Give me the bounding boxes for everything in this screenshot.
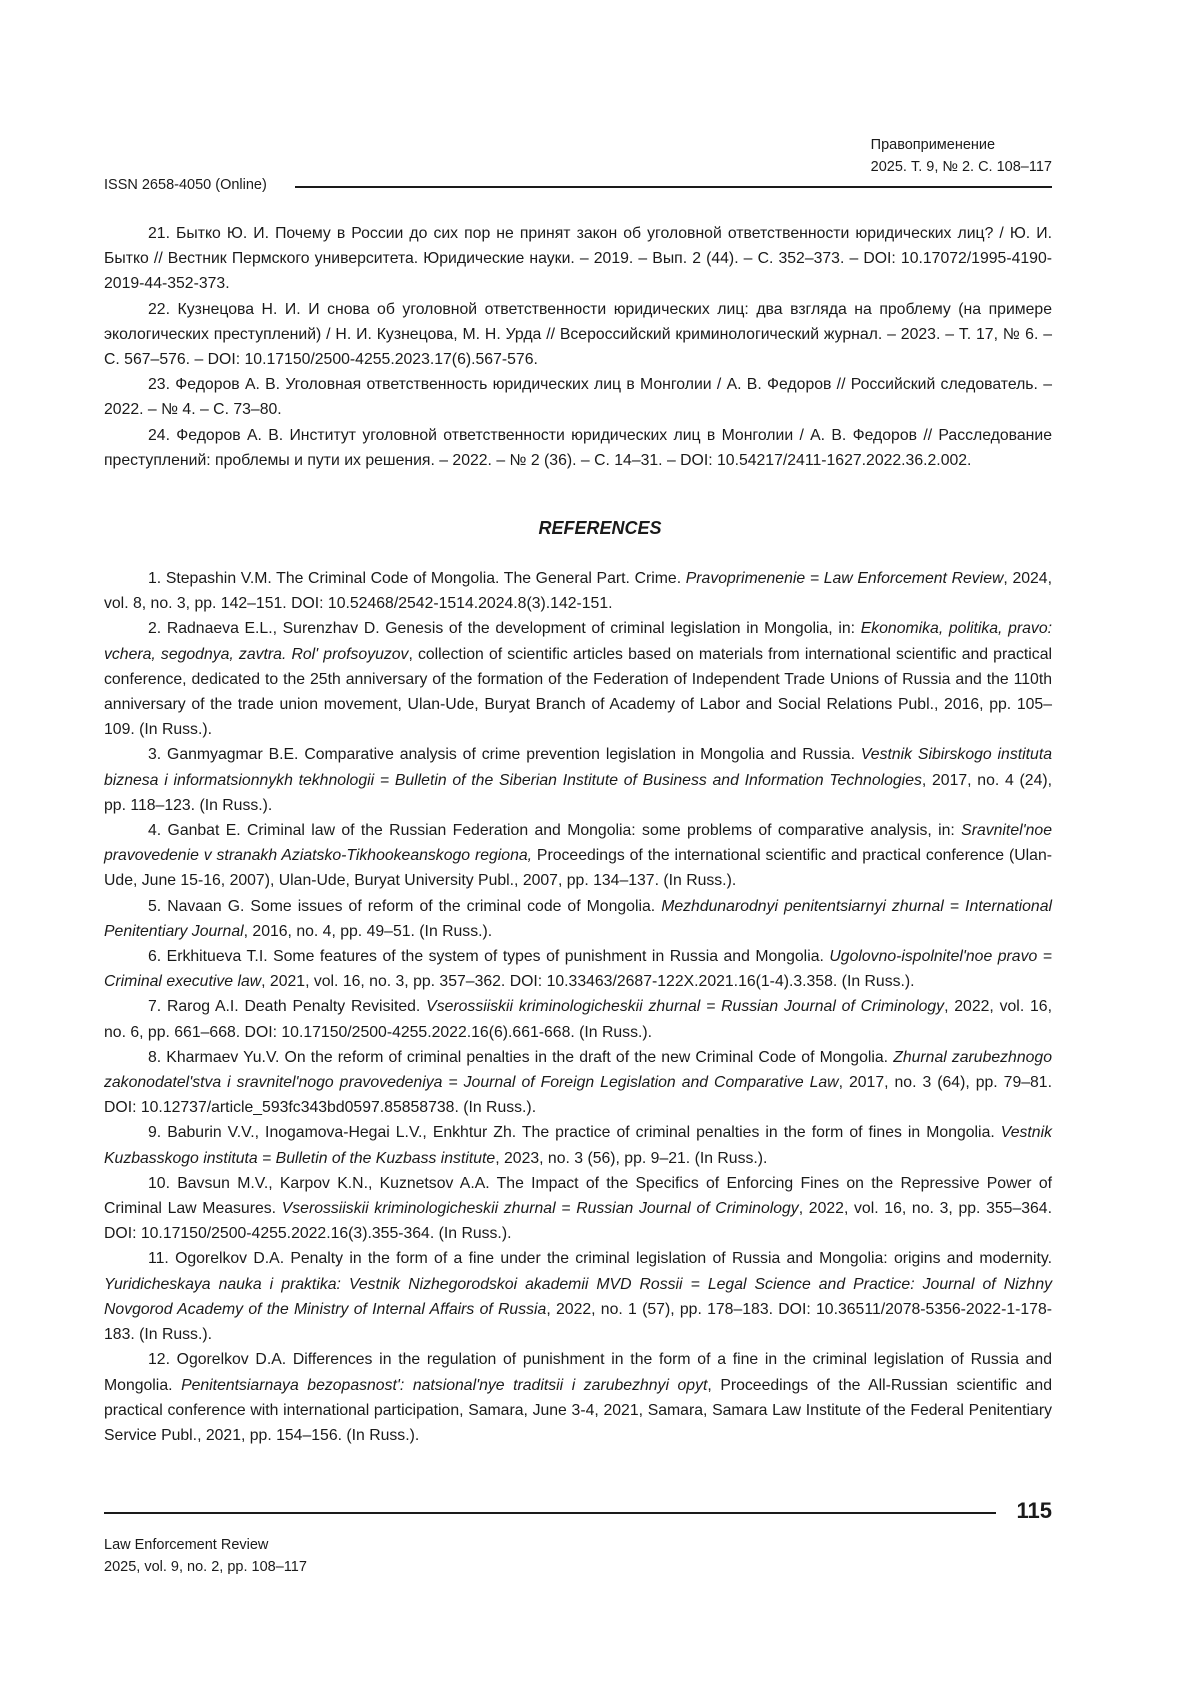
page-number: 115 <box>1017 1498 1053 1524</box>
reference-en-4: 4. Ganbat E. Criminal law of the Russian Federation and Mongolia: some problems of comparative analysis, in: Sravnitel'noe pravovedenie v stranakh Aziatsko-Tikhookeanskogo regiona, Proceedings of the international scientific and practical conference (Ulan-Ude, June 15-16, 2007), Ulan-Ude, Buryat University Publ., 2007, pp. 134–137. (In Russ.). <box>104 818 1052 894</box>
running-header-journal <box>871 134 1052 178</box>
reference-en-7: 7. Rarog A.I. Death Penalty Revisited. Vserossiiskii kriminologicheskii zhurnal = Russian Journal of Criminology, 2022, vol. 16, no. 6, pp. 661–668. DOI: 10.17150/2500-4255.2022.16(6).661-668. (In Russ.). <box>104 994 1052 1044</box>
reference-en-10: 10. Bavsun M.V., Karpov K.N., Kuznetsov A.A. The Impact of the Specifics of Enforcing Fines on the Repressive Power of Criminal Law Measures. Vserossiiskii kriminologicheskii zhurnal = Russian Journal of Criminology, 2022, vol. 16, no. 3, pp. 355–364. DOI: 10.17150/2500-4255.2022.16(3).355-364. (In Russ.). <box>104 1171 1052 1247</box>
journal-title-ru: Правоприменение <box>871 134 1052 156</box>
reference-en-5: 5. Navaan G. Some issues of reform of the criminal code of Mongolia. Mezhdunarodnyi penitentsiarnyi zhurnal = International Penitentiary Journal, 2016, no. 4, pp. 49–51. (In Russ.). <box>104 894 1052 944</box>
reference-ru-21: 21. Бытко Ю. И. Почему в России до сих пор не принят закон об уголовной ответственности юридических лиц? / Ю. И. Бытко // Вестник Пермского университета. Юридические науки. – 2019. – Вып. 2 (44). – С. 352–373. – DOI: 10.17072/1995-4190-2019-44-352-373. <box>104 221 1052 297</box>
running-footer-journal <box>104 1534 307 1578</box>
journal-issue-en: 2025, vol. 9, no. 2, pp. 108–117 <box>104 1556 307 1578</box>
reference-en-2: 2. Radnaeva E.L., Surenzhav D. Genesis of the development of criminal legislation in Mongolia, in: Ekonomika, politika, pravo: vchera, segodnya, zavtra. Rol' profsoyuzov, collection of scientific articles based on materials from international scientific and practical conference, dedicated to the 25th anniversary of the formation of the Federation of Independent Trade Unions of Russia and the 110th anniversary of the trade union movement, Ulan-Ude, Buryat Branch of Academy of Labor and Social Relations Publ., 2016, pp. 105–109. (In Russ.). <box>104 616 1052 742</box>
header-divider <box>295 186 1052 188</box>
reference-en-8: 8. Kharmaev Yu.V. On the reform of criminal penalties in the draft of the new Criminal Code of Mongolia. Zhurnal zarubezhnogo zakonodatel'stva i sravnitel'nogo pravovedeniya = Journal of Foreign Legislation and Comparative Law, 2017, no. 3 (64), pp. 79–81. DOI: 10.12737/article_593fc343bd0597.85858738. (In Russ.). <box>104 1045 1052 1121</box>
reference-ru-23: 23. Федоров А. В. Уголовная ответственность юридических лиц в Монголии / А. В. Федоров // Российский следователь. – 2022. – № 4. – С. 73–80. <box>104 372 1052 422</box>
reference-ru-24: 24. Федоров А. В. Институт уголовной ответственности юридических лиц в Монголии / А. В. Федоров // Расследование преступлений: проблемы и пути их решения. – 2022. – № 2 (36). – С. 14–31. – DOI: 10.54217/2411-1627.2022.36.2.002. <box>104 423 1052 473</box>
reference-en-3: 3. Ganmyagmar B.E. Comparative analysis of crime prevention legislation in Mongolia and Russia. Vestnik Sibirskogo instituta biznesa i informatsionnykh tekhnologii = Bulletin of the Siberian Institute of Business and Information Technologies, 2017, no. 4 (24), pp. 118–123. (In Russ.). <box>104 742 1052 818</box>
reference-en-6: 6. Erkhitueva T.I. Some features of the system of types of punishment in Russia and Mongolia. Ugolovno-ispolnitel'noe pravo = Criminal executive law, 2021, vol. 16, no. 3, pp. 357–362. DOI: 10.33463/2687-122X.2021.16(1-4).3.358. (In Russ.). <box>104 944 1052 994</box>
reference-list-ru <box>104 221 1052 473</box>
reference-list-en <box>104 566 1052 1448</box>
journal-title-en: Law Enforcement Review <box>104 1534 307 1556</box>
journal-issue-ru: 2025. Т. 9, № 2. С. 108–117 <box>871 156 1052 178</box>
footer-divider <box>104 1512 996 1514</box>
reference-en-12: 12. Ogorelkov D.A. Differences in the regulation of punishment in the form of a fine in the criminal legislation of Russia and Mongolia. Penitentsiarnaya bezopasnost': natsional'nye traditsii i zarubezhnyi opyt, Proceedings of the All-Russian scientific and practical conference with international participation, Samara, June 3-4, 2021, Samara, Samara Law Institute of the Federal Penitentiary Service Publ., 2021, pp. 154–156. (In Russ.). <box>104 1347 1052 1448</box>
reference-en-1: 1. Stepashin V.M. The Criminal Code of Mongolia. The General Part. Crime. Pravoprimenenie = Law Enforcement Review, 2024, vol. 8, no. 3, pp. 142–151. DOI: 10.52468/2542-1514.2024.8(3).142-151. <box>104 566 1052 616</box>
reference-en-9: 9. Baburin V.V., Inogamova-Hegai L.V., Enkhtur Zh. The practice of criminal penalties in the form of fines in Mongolia. Vestnik Kuzbasskogo instituta = Bulletin of the Kuzbass institute, 2023, no. 3 (56), pp. 9–21. (In Russ.). <box>104 1120 1052 1170</box>
references-heading: REFERENCES <box>0 518 1200 539</box>
reference-ru-22: 22. Кузнецова Н. И. И снова об уголовной ответственности юридических лиц: два взгляда на проблему (на примере экологических преступлений) / Н. И. Кузнецова, М. Н. Урда // Всероссийский криминологический журнал. – 2023. – Т. 17, № 6. – С. 567–576. – DOI: 10.17150/2500-4255.2023.17(6).567-576. <box>104 297 1052 373</box>
issn: ISSN 2658-4050 (Online) <box>104 177 267 193</box>
reference-en-11: 11. Ogorelkov D.A. Penalty in the form of a fine under the criminal legislation of Russia and Mongolia: origins and modernity. Yuridicheskaya nauka i praktika: Vestnik Nizhegorodskoi akademii MVD Rossii = Legal Science and Practice: Journal of Nizhny Novgorod Academy of the Ministry of Internal Affairs of Russia, 2022, no. 1 (57), pp. 178–183. DOI: 10.36511/2078-5356-2022-1-178-183. (In Russ.). <box>104 1246 1052 1347</box>
